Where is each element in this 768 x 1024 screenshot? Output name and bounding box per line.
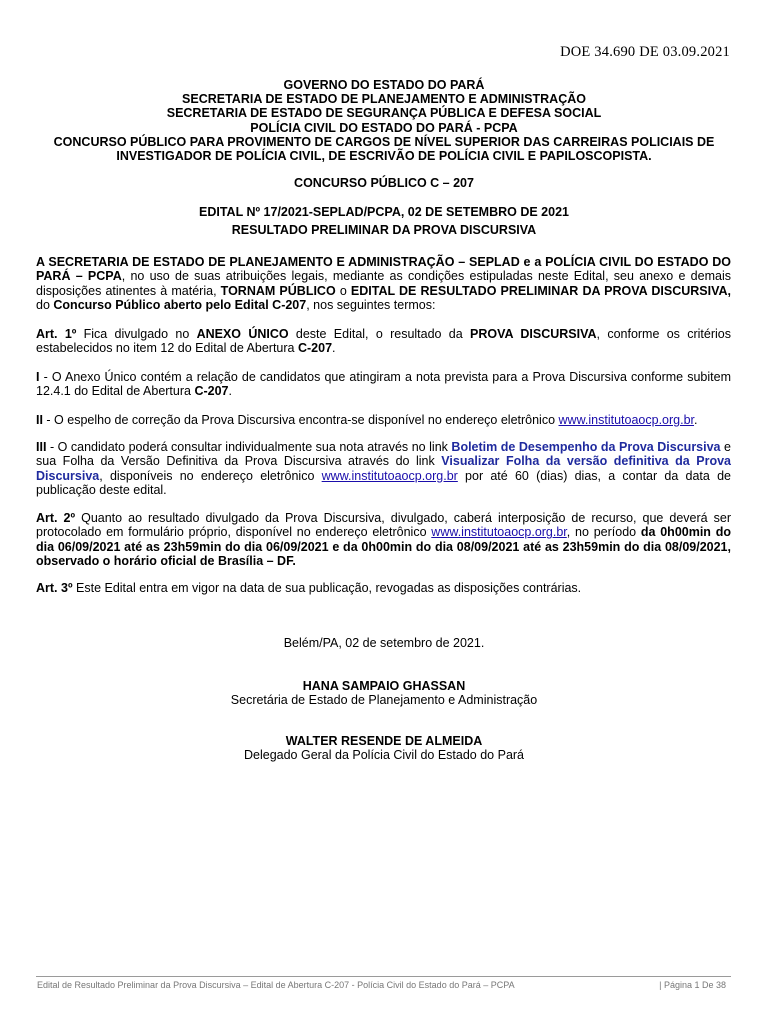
- header-line-seplad: SECRETARIA DE ESTADO DE PLANEJAMENTO E ADMINISTRAÇÃO: [182, 92, 586, 107]
- item-III-text-4: por até 60 (dias) dias, a contar da data de publicação deste edital.: [36, 468, 731, 497]
- item-I: [36, 370, 731, 399]
- intro-bold-orgaos: A SECRETARIA DE ESTADO DE PLANEJAMENTO E ADMINISTRAÇÃO – SEPLAD e a POLÍCIA CIVIL DO ESTADO DO PARÁ – PCPA: [36, 255, 731, 284]
- doe-reference: DOE 34.690 DE 03.09.2021: [560, 44, 730, 60]
- article-2-label: Art. 2º: [36, 511, 76, 525]
- item-I-text-1: - O Anexo Único contém a relação de candidatos que atingiram a nota prevista para a Prova Discursiva conforme subitem 12.4.1 do Edital de Abertura: [36, 370, 731, 399]
- item-II-label: II: [36, 413, 43, 427]
- item-I-label: I: [36, 370, 40, 384]
- item-III-text-2: e sua Folha da Versão Definitiva da Prova Discursiva através do link: [36, 440, 731, 469]
- article-2-text-1: Quanto ao resultado divulgado da Prova Discursiva, divulgado, caberá interposição de recurso, que deverá ser protocolado em formulário próprio, disponível no endereço eletrônico: [36, 511, 731, 540]
- signatory-2-name: WALTER RESENDE DE ALMEIDA: [285, 734, 483, 748]
- item-II-text-2: .: [694, 413, 698, 427]
- article-3: [36, 581, 731, 595]
- item-III-text-1: - O candidato poderá consultar individualmente sua nota através no link: [46, 440, 452, 454]
- footer-divider: [36, 976, 731, 977]
- item-III-label: III: [36, 440, 47, 454]
- footer-page-number: | Página 1 De 38: [659, 980, 726, 990]
- item-II-text-1: - O espelho de correção da Prova Discursiva encontra-se disponível no endereço eletrônico: [42, 413, 559, 427]
- signatory-1-name: HANA SAMPAIO GHASSAN: [302, 679, 466, 693]
- header-line-concurso: CONCURSO PÚBLICO PARA PROVIMENTO DE CARGOS DE NÍVEL SUPERIOR DAS CARREIRAS POLICIAIS DE INVESTIGADOR DE POLÍCIA CIVIL, DE ESCRIVÃO DE POLÍCIA CIVIL E PAPILOSCOPISTA.: [53, 134, 715, 164]
- footer-document-title: Edital de Resultado Preliminar da Prova Discursiva – Edital de Abertura C-207 - Polícia Civil do Estado do Pará – PCPA: [37, 980, 515, 990]
- intro-text-4: , nos seguintes termos:: [306, 297, 436, 312]
- intro-text-1: , no uso de suas atribuições legais, mediante as condições estipuladas neste Edital, seu anexo e demais disposições atinentes à matéria,: [36, 269, 731, 298]
- article-2: [36, 511, 731, 568]
- intro-bold-edital: EDITAL DE RESULTADO PRELIMINAR DA PROVA DISCURSIVA,: [350, 283, 732, 298]
- intro-bold-tornam: TORNAM PÚBLICO: [220, 283, 336, 298]
- article-2-bold-periodo: da 0h00min do dia 06/09/2021 até as 23h59min do dia 06/09/2021 e da 0h00min do dia 08/09/2021 até as 23h59min do dia 08/09/2021, observado o horário oficial de Brasília – DF.: [36, 525, 731, 568]
- signatory-1-role: Secretária de Estado de Planejamento e Administração: [230, 693, 538, 707]
- article-1-text-2: deste Edital, o resultado da: [288, 327, 471, 341]
- place-date: Belém/PA, 02 de setembro de 2021.: [283, 636, 485, 650]
- item-II: [36, 413, 731, 427]
- edital-title: EDITAL Nº 17/2021-SEPLAD/PCPA, 02 DE SETEMBRO DE 2021: [199, 205, 569, 219]
- article-3-text: Este Edital entra em vigor na data de sua publicação, revogadas as disposições contrárias.: [72, 581, 582, 595]
- intro-text-3: do: [36, 297, 54, 312]
- boletim-desempenho-link[interactable]: Boletim de Desempenho da Prova Discursiva: [451, 440, 721, 454]
- article-1-bold-prova: PROVA DISCURSIVA: [470, 327, 597, 341]
- item-I-bold-edital: C-207: [194, 384, 229, 399]
- item-III-website-link[interactable]: www.institutoaocp.org.br: [321, 468, 458, 483]
- article-1-text-3: , conforme os critérios estabelecidos no item 12 do Edital de Abertura: [36, 327, 731, 356]
- header-line-governo: GOVERNO DO ESTADO DO PARÁ: [283, 78, 485, 92]
- item-I-text-2: .: [228, 384, 232, 399]
- header-line-pcpa: POLÍCIA CIVIL DO ESTADO DO PARÁ - PCPA: [250, 120, 518, 135]
- item-III: [36, 440, 731, 497]
- article-3-label: Art. 3º: [36, 581, 73, 595]
- concurso-title: CONCURSO PÚBLICO C – 207: [294, 176, 474, 190]
- article-2-website-link[interactable]: www.institutoaocp.org.br: [431, 525, 567, 540]
- visualizar-folha-link[interactable]: Visualizar Folha da versão definitiva da Prova Discursiva: [36, 454, 731, 483]
- article-1-text-1: Fica divulgado no: [76, 327, 197, 341]
- intro-bold-concurso: Concurso Público aberto pelo Edital C-207: [53, 297, 307, 312]
- article-2-text-2: , no período: [566, 525, 641, 540]
- signatory-2-role: Delegado Geral da Polícia Civil do Estado do Pará: [243, 748, 525, 762]
- document-header: [36, 78, 732, 163]
- article-1-bold-anexo: ANEXO ÚNICO: [196, 327, 289, 341]
- intro-paragraph: [36, 255, 731, 312]
- article-1: [36, 327, 731, 356]
- article-1-label: Art. 1º: [36, 327, 77, 341]
- header-line-segup: SECRETARIA DE ESTADO DE SEGURANÇA PÚBLICA E DEFESA SOCIAL: [166, 106, 602, 121]
- intro-text-2: o: [335, 283, 351, 298]
- item-III-text-3: , disponíveis no endereço eletrônico: [99, 468, 322, 483]
- item-II-website-link[interactable]: www.institutoaocp.org.br: [558, 413, 695, 427]
- article-1-bold-edital: C-207: [297, 341, 333, 356]
- resultado-title: RESULTADO PRELIMINAR DA PROVA DISCURSIVA: [231, 223, 537, 237]
- article-1-text-4: .: [332, 341, 336, 356]
